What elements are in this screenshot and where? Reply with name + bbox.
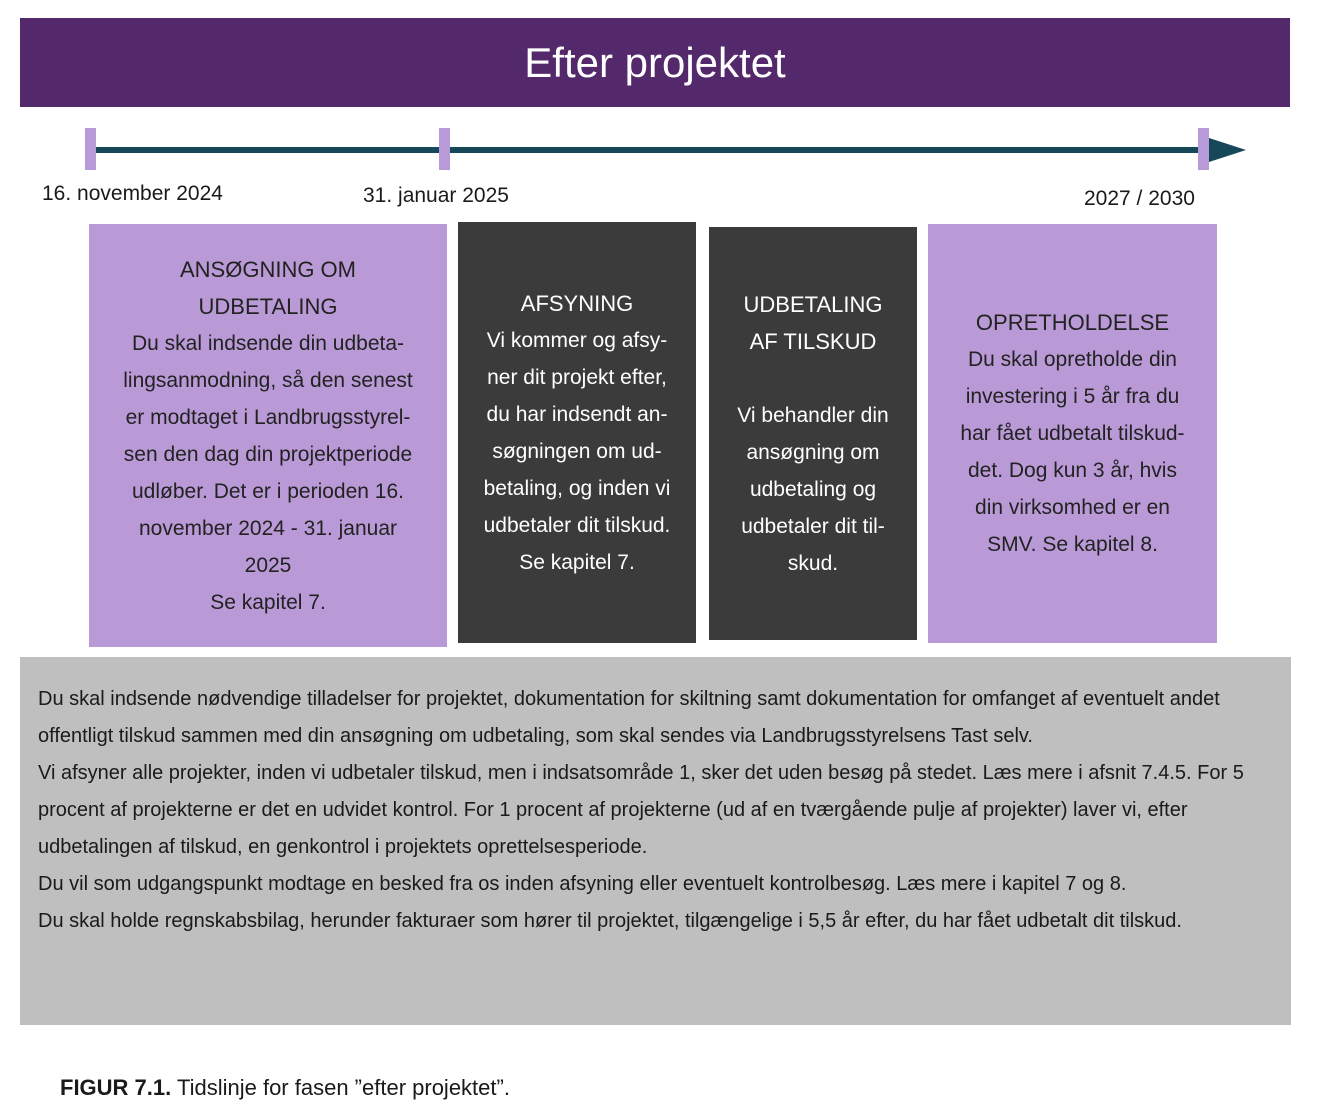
phase-box-ansoegning (89, 224, 447, 647)
timeline-axis-line (90, 147, 1210, 153)
figure-caption-label: FIGUR 7.1. (60, 1075, 172, 1100)
phase-title-line: ANSØGNING OM (179, 256, 356, 282)
phase-body-line: har fået udbetalt tilskud- (960, 422, 1185, 445)
phase-body-line: udbetaler dit tilskud. (483, 513, 671, 537)
phase-body-line: er modtaget i Landbrugsstyrel- (125, 405, 411, 429)
phase-body-line: betaling, og inden vi (483, 476, 671, 500)
figure-caption-text: Tidslinje for fasen ”efter projektet”. (171, 1075, 510, 1100)
timeline-date-middle: 31. januar 2025 (363, 184, 509, 207)
info-paragraph: Vi afsyner alle projekter, inden vi udbetaler tilskud, men i indsatsområde 1, sker det uden besøg på stedet. Læs mere i afsnit 7.4.5. For 5 procent af projekterne er det en udvidet kontrol. For 1 procent af projekterne (ud af en tværgående pulje af projekter) laver vi, efter udbetalingen af tilskud, en genkontrol i projektets oprettelsesperiode. (38, 762, 1244, 858)
phase-body-line: udbetaler dit til- (741, 514, 885, 538)
phase-title-line: AF TILSKUD (749, 328, 877, 354)
phase-title-line: OPRETHOLDELSE (975, 310, 1170, 335)
phase-body-line: 2025 (244, 553, 292, 577)
phase-box-afsyning (458, 222, 696, 643)
info-paragraph: Du skal holde regnskabsbilag, herunder fakturaer som hører til projektet, tilgængelige i 5,5 år efter, du har fået udbetalt dit tilskud. (38, 910, 1182, 932)
phase-body (484, 322, 671, 581)
phase-body-line: udløber. Det er i perioden 16. (132, 479, 404, 503)
phase-body-line: Du skal opretholde din (968, 348, 1177, 371)
phase-box-opretholdelse (928, 224, 1217, 643)
phase-body-line: Vi behandler din (737, 403, 889, 427)
phase-body-line: SMV. Se kapitel 8. (987, 533, 1158, 556)
phase-body-line: søgningen om ud- (492, 439, 662, 463)
phase-body-line: november 2024 - 31. januar (139, 516, 397, 540)
page-title: Efter projektet (524, 38, 786, 86)
phase-title (521, 285, 633, 322)
phase-title-line: AFSYNING (520, 290, 634, 316)
timeline-tick-start (85, 128, 96, 170)
phase-body-line: sen den dag din projektperiode (123, 442, 413, 466)
phase-title (976, 304, 1169, 341)
phase-body (960, 341, 1184, 563)
figure-caption (60, 1075, 510, 1101)
phase-body-line: din virksomhed er en (975, 496, 1170, 519)
phase-body-line: Du skal indsende din udbeta- (131, 331, 404, 355)
phase-body (737, 360, 888, 582)
info-paragraph: Du vil som udgangspunkt modtage en besked fra os inden afsyning eller eventuelt kontrolbesøg. Læs mere i kapitel 7 og 8. (38, 873, 1127, 895)
phase-body (123, 325, 413, 621)
phase-body-line: skud. (787, 551, 839, 575)
timeline (0, 120, 1320, 210)
phase-body-line (737, 360, 888, 397)
phase-body-line: investering i 5 år fra du (965, 385, 1180, 408)
phase-body-line: lingsanmodning, så den senest (123, 368, 413, 392)
timeline-tick-end (1198, 128, 1209, 170)
phase-box-udbetaling (709, 227, 917, 640)
header-banner (20, 18, 1290, 107)
phase-body-line: det. Dog kun 3 år, hvis (968, 459, 1177, 482)
timeline-date-end: 2027 / 2030 (1084, 187, 1195, 210)
timeline-date-start: 16. november 2024 (42, 182, 223, 205)
phase-body-line: ner dit projekt efter, (487, 365, 667, 389)
phase-title (744, 286, 883, 360)
arrow-head-icon (1206, 137, 1246, 163)
phase-body-line: Se kapitel 7. (519, 550, 635, 574)
phase-title (180, 251, 356, 325)
info-paragraph: Du skal indsende nødvendige tilladelser for projektet, dokumentation for skiltning samt dokumentation for omfanget af eventuelt andet offentligt tilskud sammen med din ansøgning om udbetaling, som skal sendes via Landbrugsstyrelsens Tast selv. (38, 688, 1220, 747)
phase-body-line: ansøgning om (746, 440, 880, 464)
phase-body-line: du har indsendt an- (486, 402, 668, 426)
timeline-tick-middle (439, 128, 450, 170)
phase-body-line: Vi kommer og afsy- (486, 328, 668, 352)
phase-title-line: UDBETALING (743, 291, 883, 317)
phase-body-line: udbetaling og (749, 477, 877, 501)
phase-title-line: UDBETALING (198, 293, 338, 319)
info-panel (20, 657, 1291, 1025)
phase-body-line: Se kapitel 7. (210, 590, 326, 614)
